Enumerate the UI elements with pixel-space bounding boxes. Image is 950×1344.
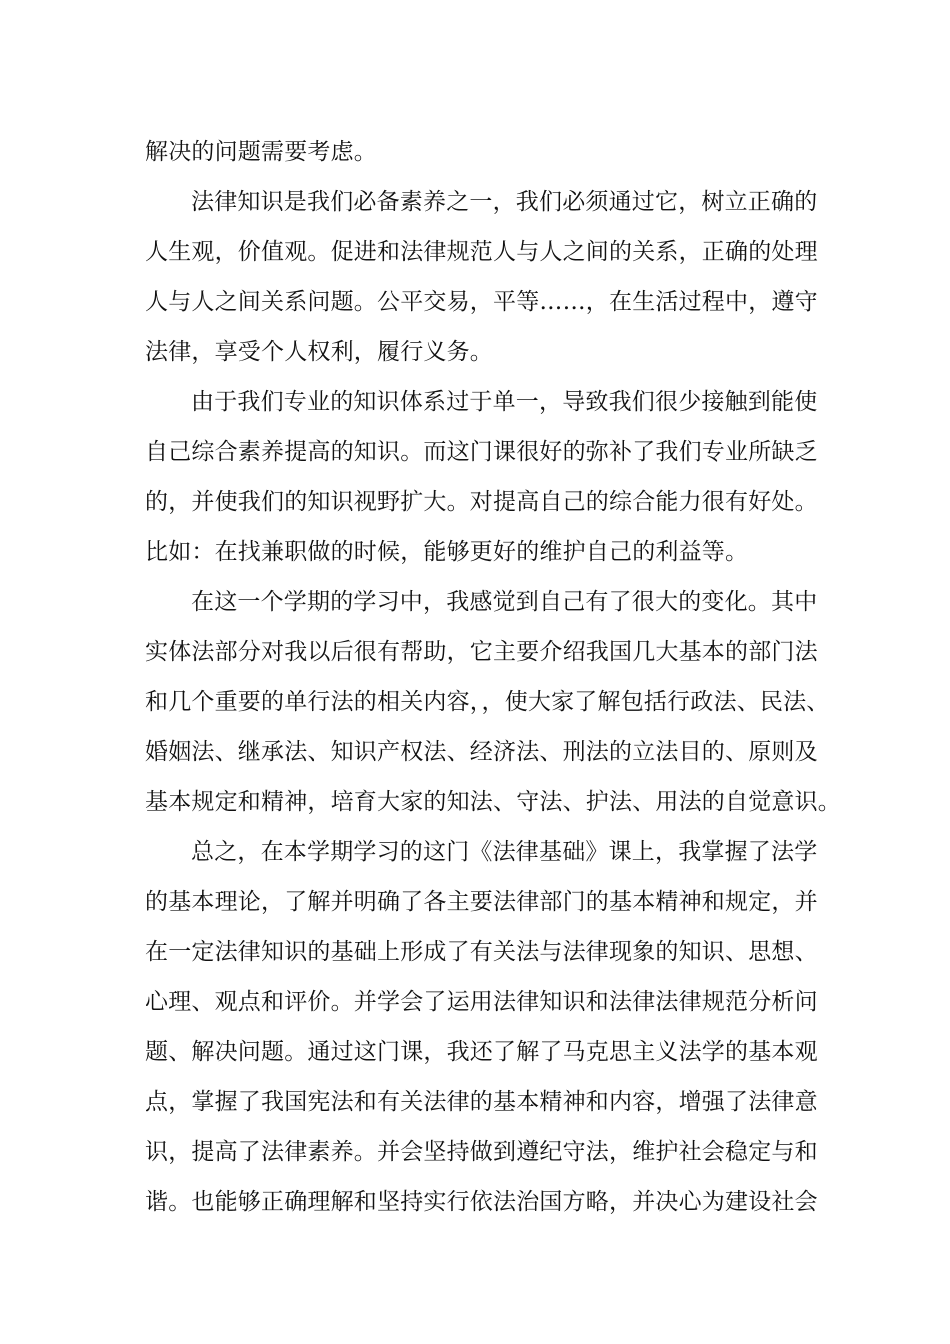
- text-line: 和几个重要的单行法的相关内容，，使大家了解包括行政法、民法、: [145, 689, 830, 715]
- text-line: 识，提高了法律素养。并会坚持做到遵纪守法，维护社会稳定与和: [145, 1139, 818, 1165]
- text-line: 点，掌握了我国宪法和有关法律的基本精神和内容，增强了法律意: [145, 1089, 818, 1115]
- text-line: 在一定法律知识的基础上形成了有关法与法律现象的知识、思想、: [145, 939, 818, 965]
- text-line: 在这一个学期的学习中，我感觉到自己有了很大的变化。其中: [191, 589, 818, 615]
- text-line: 的，并使我们的知识视野扩大。对提高自己的综合能力很有好处。: [145, 489, 818, 515]
- text-line: 实体法部分对我以后很有帮助，它主要介绍我国几大基本的部门法: [145, 639, 818, 665]
- text-line: 自己综合素养提高的知识。而这门课很好的弥补了我们专业所缺乏: [145, 439, 818, 465]
- text-line: 比如：在找兼职做的时候，能够更好的维护自己的利益等。: [145, 539, 749, 565]
- text-line: 基本规定和精神，培育大家的知法、守法、护法、用法的自觉意识。: [145, 789, 841, 815]
- text-line: 人与人之间关系问题。公平交易，平等……，在生活过程中，遵守: [145, 289, 818, 315]
- text-line: 谐。也能够正确理解和坚持实行依法治国方略，并决心为建设社会: [145, 1189, 818, 1215]
- document-body: [145, 127, 841, 1227]
- text-line: 的基本理论，了解并明确了各主要法律部门的基本精神和规定，并: [145, 889, 818, 915]
- text-line: 法律，享受个人权利，履行义务。: [145, 339, 493, 365]
- text-line: 解决的问题需要考虑。: [145, 139, 377, 165]
- text-line: 心理、观点和评价。并学会了运用法律知识和法律法律规范分析问: [145, 989, 818, 1015]
- text-line: 总之，在本学期学习的这门《法律基础》课上，我掌握了法学: [191, 839, 818, 865]
- text-line: 由于我们专业的知识体系过于单一，导致我们很少接触到能使: [191, 389, 818, 415]
- text-line: 法律知识是我们必备素养之一，我们必须通过它，树立正确的: [191, 189, 818, 215]
- text-line: 婚姻法、继承法、知识产权法、经济法、刑法的立法目的、原则及: [145, 739, 818, 765]
- text-line: 题、解决问题。通过这门课，我还了解了马克思主义法学的基本观: [145, 1039, 818, 1065]
- text-line: 人生观，价值观。促进和法律规范人与人之间的关系，正确的处理: [145, 239, 818, 265]
